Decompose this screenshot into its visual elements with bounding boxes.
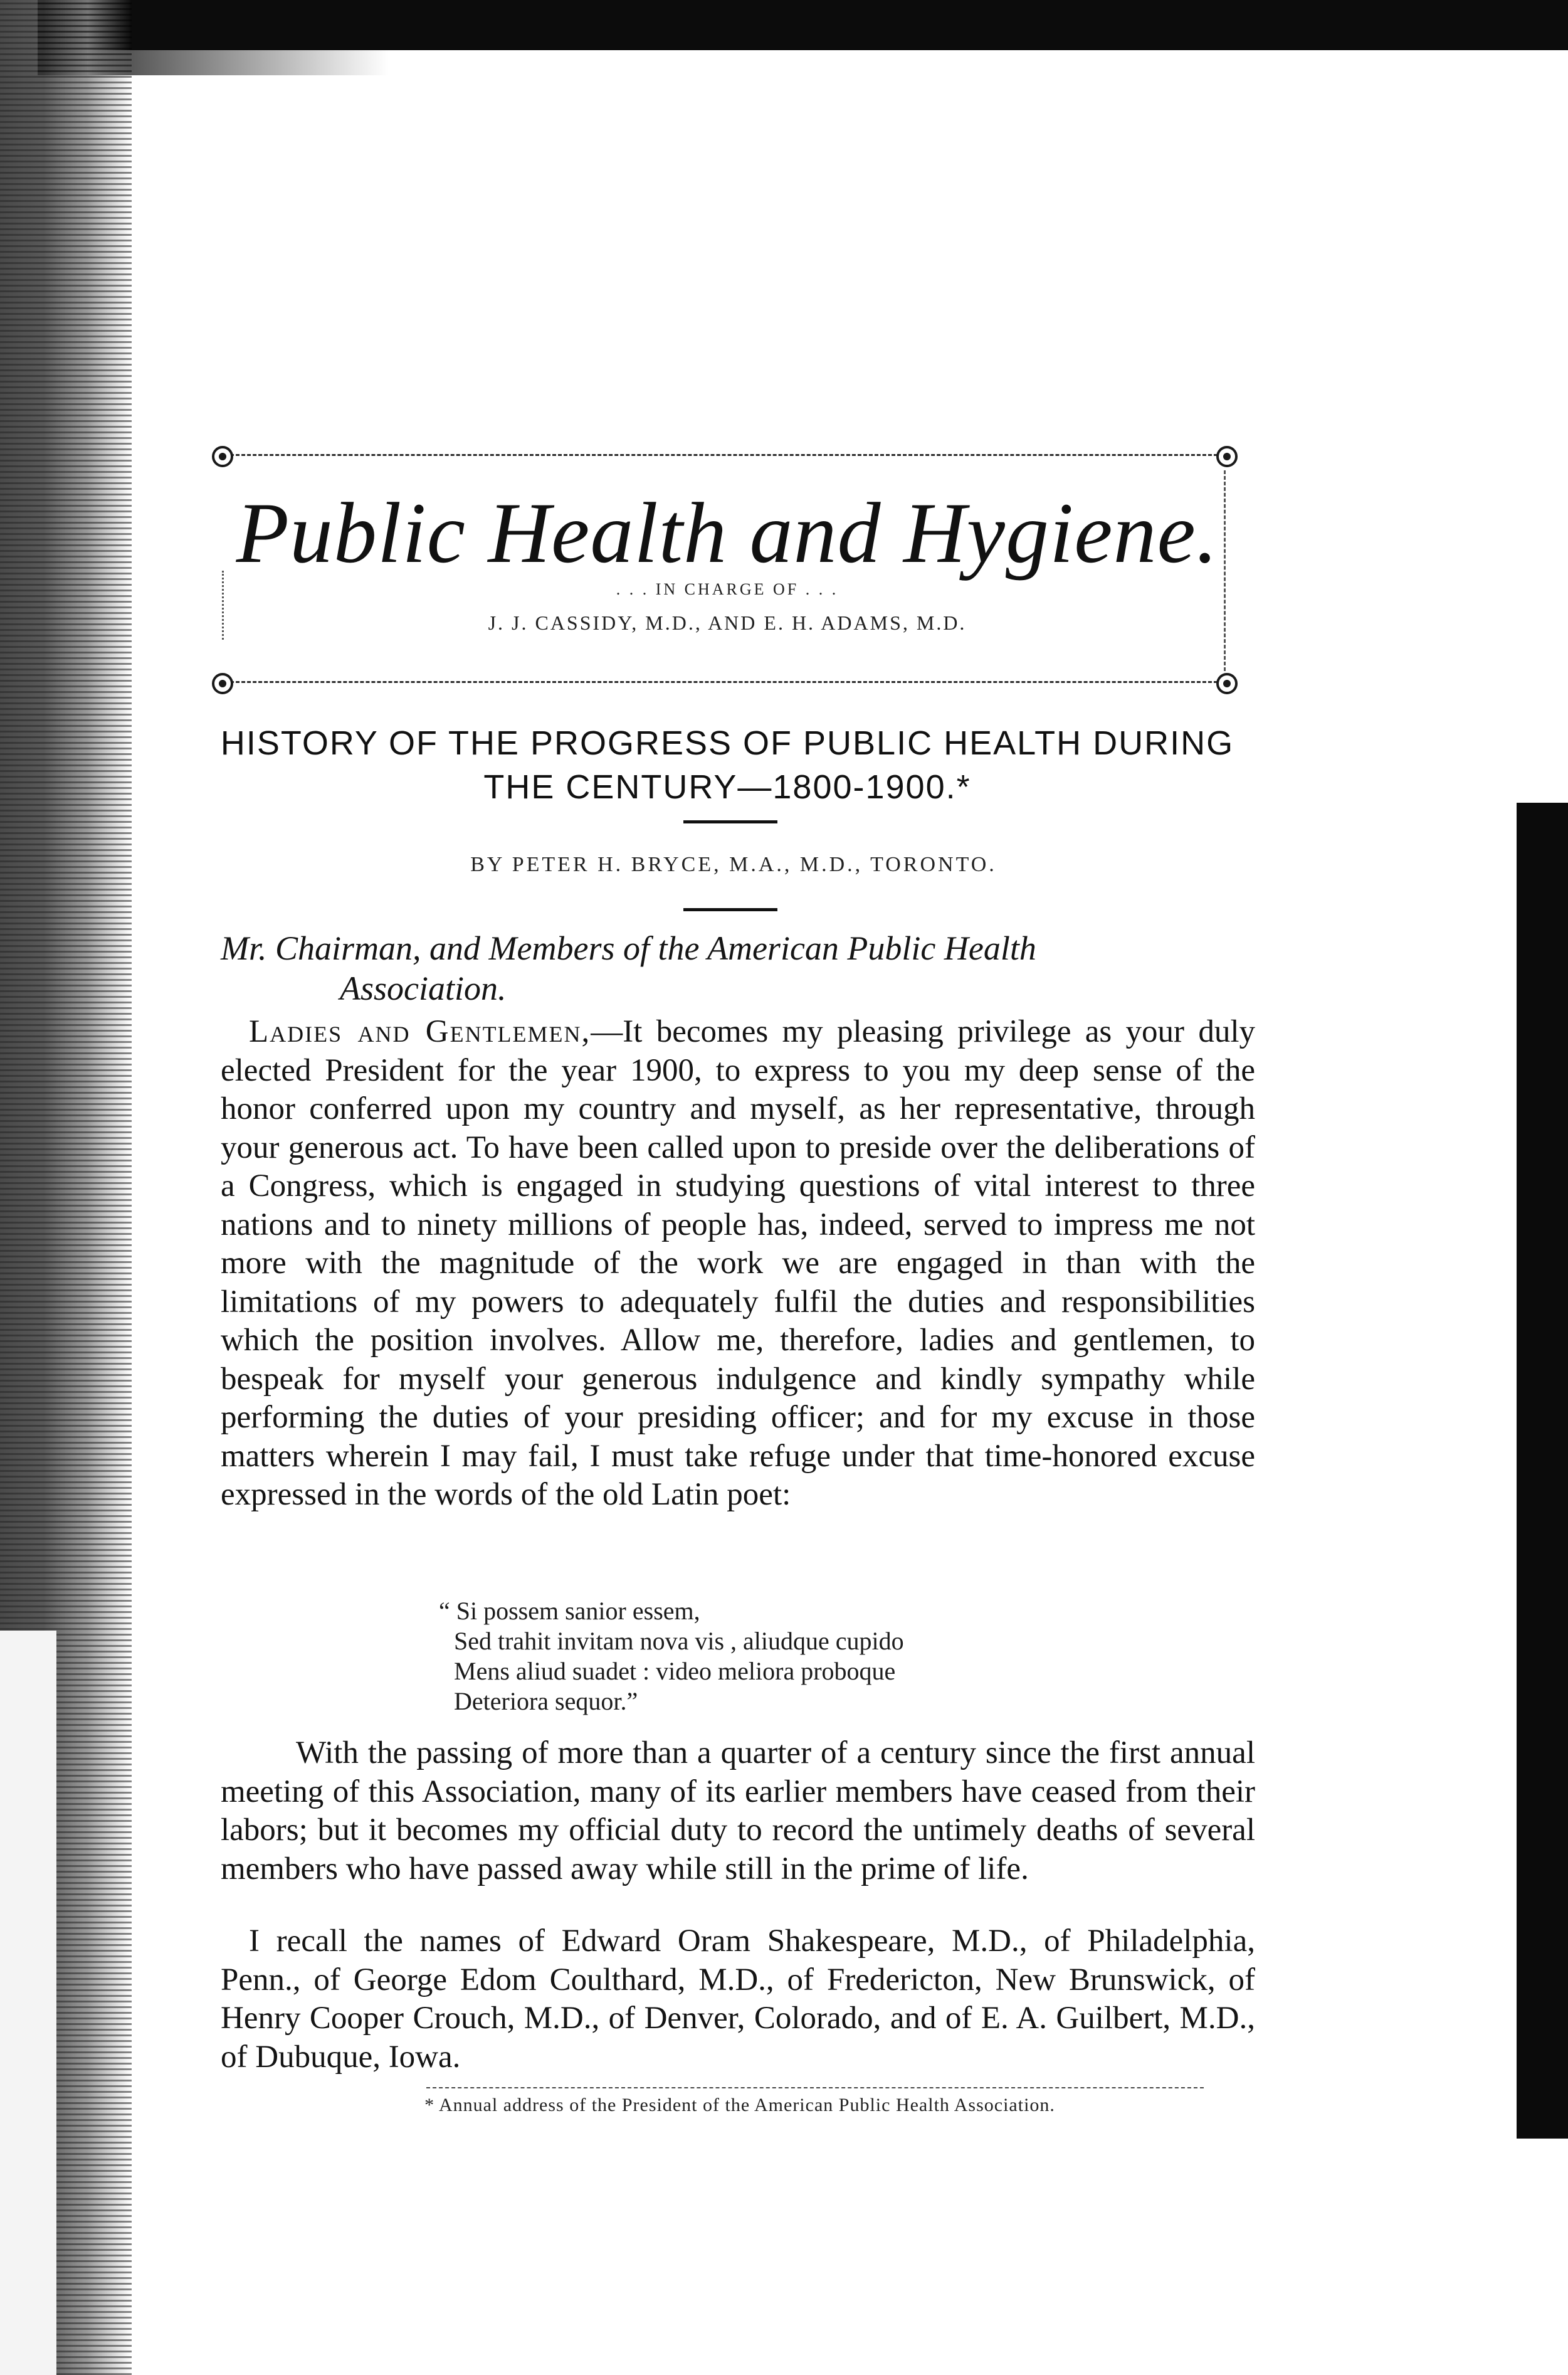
- ornament-rivet-icon: [212, 673, 233, 694]
- latin-verse: [439, 1596, 1191, 1716]
- ornament-rivet-icon: [1216, 446, 1238, 467]
- verse-line: Sed trahit invitam nova vis , aliudque cupido: [454, 1627, 904, 1655]
- scan-edge-right: [1517, 803, 1568, 2139]
- divider: [683, 908, 777, 911]
- salutation-line-2: Association.: [340, 970, 507, 1007]
- salutation-line-1: Mr. Chairman, and Members of the American Public Health: [221, 929, 1036, 967]
- verse-line: Deteriora sequor.”: [454, 1687, 638, 1715]
- divider: [683, 820, 777, 823]
- scan-edge-left-lower: [0, 1631, 56, 2375]
- paragraph-1-text: —It becomes my pleasing privilege as your duly elected President for the year 1900, to express to you my deep sense of the honor conferred upon my country and myself, as her representative, through your generous act. To have been called upon to preside over the deliberations of a Congress, which is engaged in studying questions of vital interest to three nations and to ninety millions of people has, indeed, served to impress me not more with the magnitude of the work we are engaged in than with the limitations of my powers to adequately fulfil the duties and responsibilities which the position involves. Allow me, therefore, ladies and gentlemen, to bespeak for myself your generous indulgence and kindly sympathy while performing the duties of your presiding officer; and for my excuse in those matters wherein I may fail, I must take refuge under that time-honored excuse expressed in the words of the old Latin poet:: [221, 1014, 1256, 1512]
- footnote: * Annual address of the President of the American Public Health Association.: [424, 2095, 1055, 2115]
- verse-line: “ Si possem sanior essem,: [439, 1597, 700, 1625]
- article-title-line-1: HISTORY OF THE PROGRESS OF PUBLIC HEALTH DURING: [220, 724, 1234, 762]
- section-in-charge: . . . IN CHARGE OF . . .: [616, 580, 839, 598]
- paragraph-3: I recall the names of Edward Oram Shakespeare, M.D., of Philadelphia, Penn., of George Edom Coulthard, M.D., of Fredericton, New Brunswick, of Henry Cooper Crouch, M.D., of Denver, Colorado, and of E. A. Guilbert, M.D., of Dubuque, Iowa.: [221, 1923, 1255, 2075]
- article-byline: BY PETER H. BRYCE, M.A., M.D., TORONTO.: [470, 853, 997, 876]
- section-editors: J. J. CASSIDY, M.D., AND E. H. ADAMS, M.D.: [488, 611, 967, 634]
- header-rule-bottom: [213, 681, 1229, 683]
- article-title-line-2: THE CENTURY—1800-1900.*: [483, 768, 971, 806]
- paragraph-2: With the passing of more than a quarter of a century since the first annual meeting of this Association, many of its earlier members have ceased from their labors; but it becomes my official duty to record the untimely deaths of several members who have passed away while still in the prime of life.: [221, 1735, 1255, 1886]
- article-title: [201, 721, 1254, 809]
- section-title: Public Health and Hygiene.: [236, 485, 1219, 581]
- ornament-rivet-icon: [212, 446, 233, 467]
- header-rule-top: [213, 454, 1229, 456]
- paragraph-1-opening: Ladies and Gentlemen,: [249, 1014, 591, 1049]
- ornament-rivet-icon: [1216, 673, 1238, 694]
- document-page: [188, 0, 1256, 2375]
- footnote-rule: [426, 2087, 1204, 2088]
- salutation: [221, 928, 1249, 1008]
- verse-line: Mens aliud suadet : video meliora proboque: [454, 1657, 896, 1685]
- paragraph-1: [221, 1013, 1255, 1515]
